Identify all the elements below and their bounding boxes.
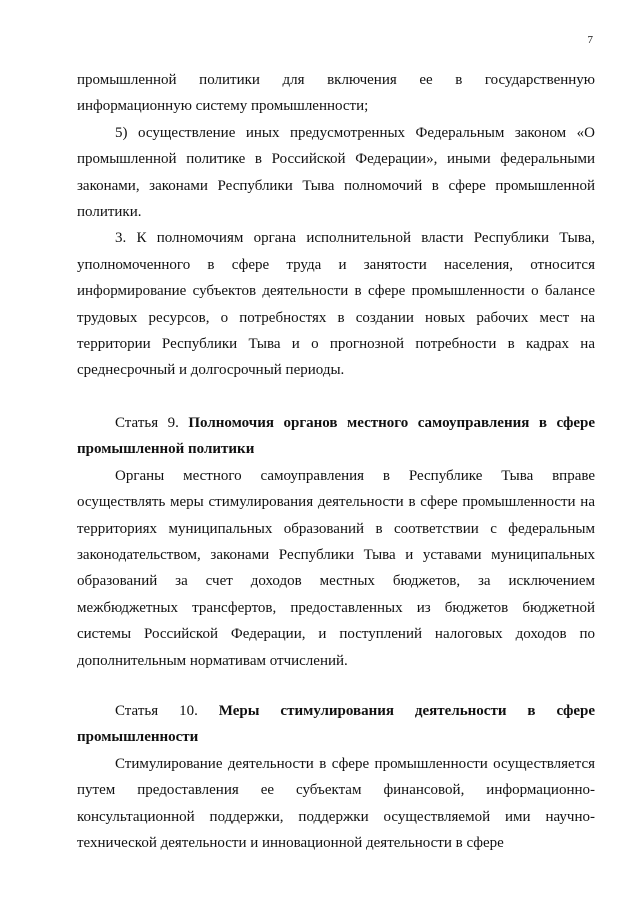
article-10-body: Стимулирование деятельности в сфере промышленности осуществляется путем предоставления ее субъектам финансовой, информационно-консультационной поддержки, поддержки осуществляемой ими научно-технической деятельности и инновационной деятельности в сфере <box>77 755 595 851</box>
paragraph-item-5: 5) осуществление иных предусмотренных Федеральным законом «О промышленной политике в Российской Федерации», иными федеральными законами, законами Республики Тыва полномочий в сфере промышленной политики. <box>77 124 595 221</box>
article-9-heading <box>77 410 595 463</box>
article-9-prefix: Статья 9. <box>115 414 179 431</box>
page-number: 7 <box>587 34 593 46</box>
paragraph-continuation: промышленной политики для включения ее в государственную информационную систему промышленности; <box>77 72 595 115</box>
article-9-title: Полномочия органов местного самоуправления в сфере промышленной политики <box>77 414 595 458</box>
paragraph-clause-3: 3. К полномочиям органа исполнительной власти Республики Тыва, уполномоченного в сфере труда и занятости населения, относится информирование субъектов деятельности в сфере промышленности о балансе трудовых ресурсов, о потребностях в создании новых рабочих мест на территории Республики Тыва и о прогнозной потребности в кадрах на среднесрочный и долгосрочный периоды. <box>77 230 595 379</box>
article-10-prefix: Статья 10. <box>115 702 198 719</box>
article-10-heading <box>77 698 595 751</box>
document-body <box>77 67 595 856</box>
article-10-title: Меры стимулирования деятельности в сфере промышленности <box>77 702 595 746</box>
article-9-body: Органы местного самоуправления в Республике Тыва вправе осуществлять меры стимулирования деятельности в сфере промышленности на территориях муниципальных образований в соответствии с федеральным законодательством, законами Республики Тыва и уставами муниципальных образований за счет доходов местных бюджетов, за исключением межбюджетных трансфертов, предоставленных из бюджетов бюджетной системы Российской Федерации, и поступлений налоговых доходов по дополнительным нормативам отчислений. <box>77 467 595 669</box>
